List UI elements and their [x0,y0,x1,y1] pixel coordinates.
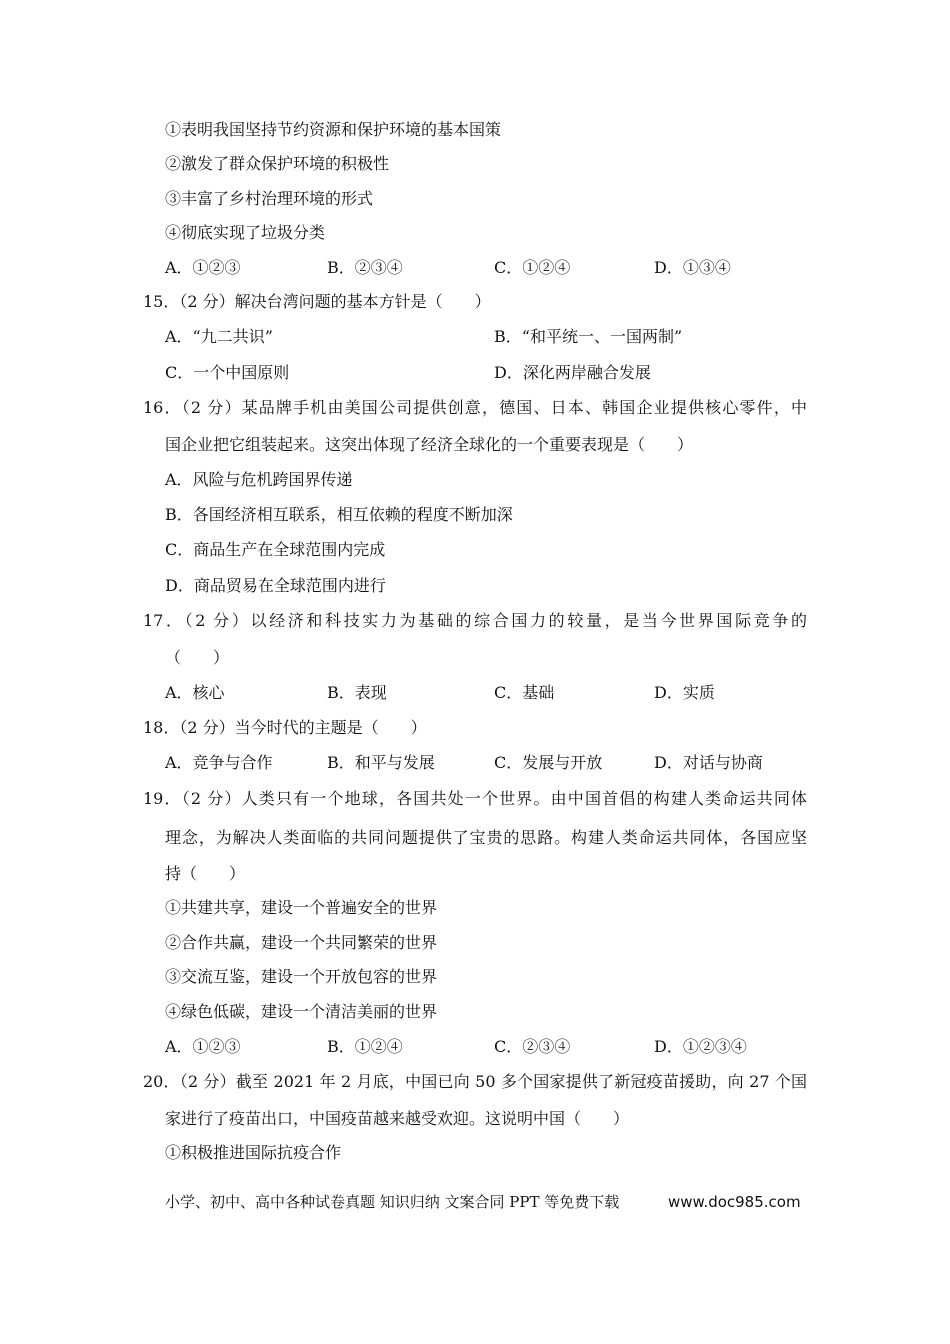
q18-option-c: C．发展与开放 [494,753,603,772]
q17-option-b: B．表现 [327,683,387,702]
q16-option-b: B．各国经济相互联系，相互依赖的程度不断加深 [165,505,513,524]
q19-item-1: ①共建共享，建设一个普遍安全的世界 [165,898,438,917]
q15-option-c: C．一个中国原则 [165,363,290,382]
q19-item-2: ②合作共赢，建设一个共同繁荣的世界 [165,933,438,952]
q17-option-d: D．实质 [654,683,715,702]
q18-option-d: D．对话与协商 [654,753,763,772]
q16-option-d: D．商品贸易在全球范围内进行 [165,576,386,595]
footer-url: www.doc985.com [668,1193,801,1211]
q18-stem: 18．（2 分）当今时代的主题是（ ） [143,718,427,737]
q15-option-d: D．深化两岸融合发展 [494,363,651,382]
q19-option-b: B．①②④ [327,1037,403,1056]
q16-option-a: A．风险与危机跨国界传递 [165,470,353,489]
q20-stem-line1: 20．（2 分）截至 2021 年 2 月底，中国已向 50 多个国家提供了新冠疫苗援助，向 27 个国 [143,1072,807,1091]
q14-option-a: A．①②③ [165,258,241,277]
q14-option-c: C．①②④ [494,258,571,277]
q18-option-b: B．和平与发展 [327,753,435,772]
q19-stem-line2: 理念，为解决人类面临的共同问题提供了宝贵的思路。构建人类命运共同体，各国应坚 [165,828,807,847]
q16-stem-line2: 国企业把它组装起来。这突出体现了经济全球化的一个重要表现是（ ） [165,435,694,454]
q17-stem-line1: 17．（2 分）以经济和科技实力为基础的综合国力的较量，是当今世界国际竞争的 [143,611,807,630]
q20-stem-line2: 家进行了疫苗出口，中国疫苗越来越受欢迎。这说明中国（ ） [165,1109,630,1128]
q18-option-a: A．竞争与合作 [165,753,273,772]
footer-text: 小学、初中、高中各种试卷真题 知识归纳 文案合同 PPT 等免费下载 [165,1193,620,1211]
q15-stem: 15．（2 分）解决台湾问题的基本方针是（ ） [143,292,491,311]
q20-item-1: ①积极推进国际抗疫合作 [165,1143,342,1162]
q16-stem-line1: 16．（2 分）某品牌手机由美国公司提供创意，德国、日本、韩国企业提供核心零件，中 [143,398,807,417]
q14-item-4: ④彻底实现了垃圾分类 [165,223,326,242]
q17-stem-line2: （ ） [165,648,230,667]
q19-option-c: C．②③④ [494,1037,571,1056]
q14-item-2: ②激发了群众保护环境的积极性 [165,154,390,173]
q19-option-d: D．①②③④ [654,1037,747,1056]
q19-item-4: ④绿色低碳，建设一个清洁美丽的世界 [165,1002,438,1021]
q15-option-a: A．“九二共识” [165,327,273,346]
q15-option-b: B．“和平统一、一国两制” [494,327,683,346]
q17-option-c: C．基础 [494,683,555,702]
q17-option-a: A．核心 [165,683,225,702]
q19-option-a: A．①②③ [165,1037,241,1056]
q14-option-d: D．①③④ [654,258,731,277]
q14-option-b: B．②③④ [327,258,403,277]
q19-item-3: ③交流互鉴，建设一个开放包容的世界 [165,967,438,986]
q19-stem-line1: 19．（2 分）人类只有一个地球，各国共处一个世界。由中国首倡的构建人类命运共同体 [143,789,807,808]
q14-item-1: ①表明我国坚持节约资源和保护环境的基本国策 [165,120,502,139]
q16-option-c: C．商品生产在全球范围内完成 [165,540,386,559]
q19-stem-line3: 持（ ） [165,864,246,883]
q14-item-3: ③丰富了乡村治理环境的形式 [165,189,374,208]
